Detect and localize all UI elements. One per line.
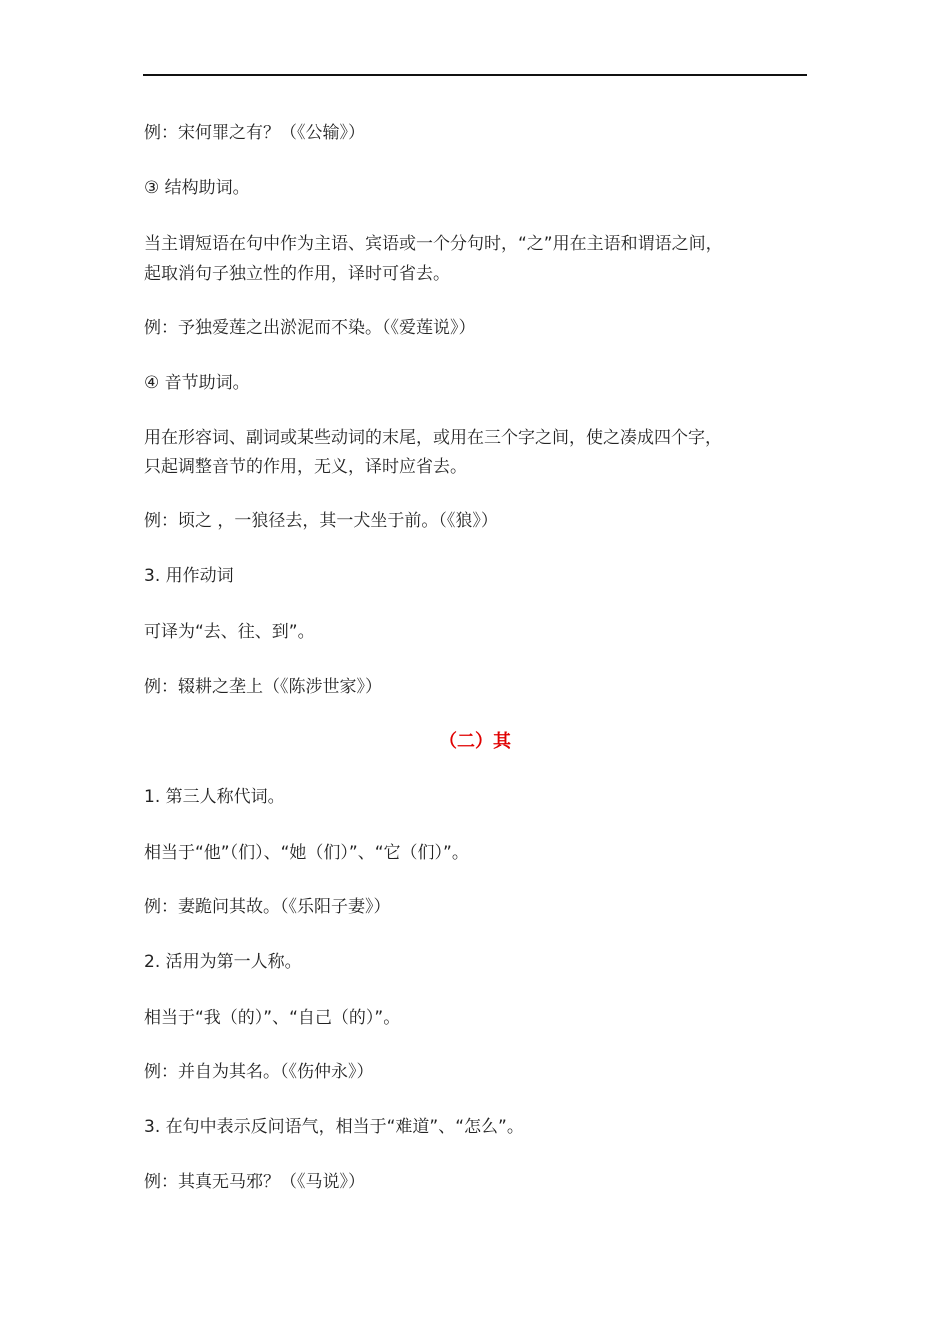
subsection-title: ③ 结构助词。: [144, 178, 250, 198]
example-line: 例：其真无马邪？（《马说》）: [144, 1172, 365, 1192]
example-line: 例：并自为其名。（《伤仲永》）: [144, 1062, 374, 1082]
example-line: 例：宋何罪之有？（《公输》）: [144, 123, 365, 143]
subsection-title: 1. 第三人称代词。: [144, 787, 285, 807]
subsection-title: 3. 在句中表示反问语气，相当于“难道”、“怎么”。: [144, 1117, 524, 1137]
example-line: 例：辍耕之垄上（《陈涉世家》）: [144, 677, 382, 697]
example-line: 例：妻跪问其故。（《乐阳子妻》）: [144, 897, 391, 917]
example-line: 例：顷之 ，一狼径去，其一犬坐于前。（《狼》）: [144, 511, 498, 531]
explanation-line: 当主谓短语在句中作为主语、宾语或一个分句时，“之”用在主语和谓语之间，: [144, 234, 723, 254]
subsection-title: ④ 音节助词。: [144, 373, 250, 393]
subsection-title: 3. 用作动词: [144, 566, 234, 586]
explanation-line: 起取消句子独立性的作用，译时可省去。: [144, 264, 450, 284]
explanation-line: 只起调整音节的作用，无义，译时应省去。: [144, 457, 467, 477]
section-heading: （二）其: [439, 731, 511, 752]
explanation-line: 用在形容词、副词或某些动词的末尾，或用在三个字之间，使之凑成四个字，: [144, 428, 722, 448]
subsection-title: 2. 活用为第一人称。: [144, 952, 302, 972]
header-rule: [143, 74, 807, 76]
example-line: 例：予独爱莲之出淤泥而不染。（《爱莲说》）: [144, 318, 476, 338]
explanation-line: 相当于“他”（们）、“她（们）”、“它（们）”。: [144, 843, 469, 863]
explanation-line: 相当于“我（的）”、“自己（的）”。: [144, 1008, 401, 1028]
explanation-line: 可译为“去、往、到”。: [144, 622, 315, 642]
